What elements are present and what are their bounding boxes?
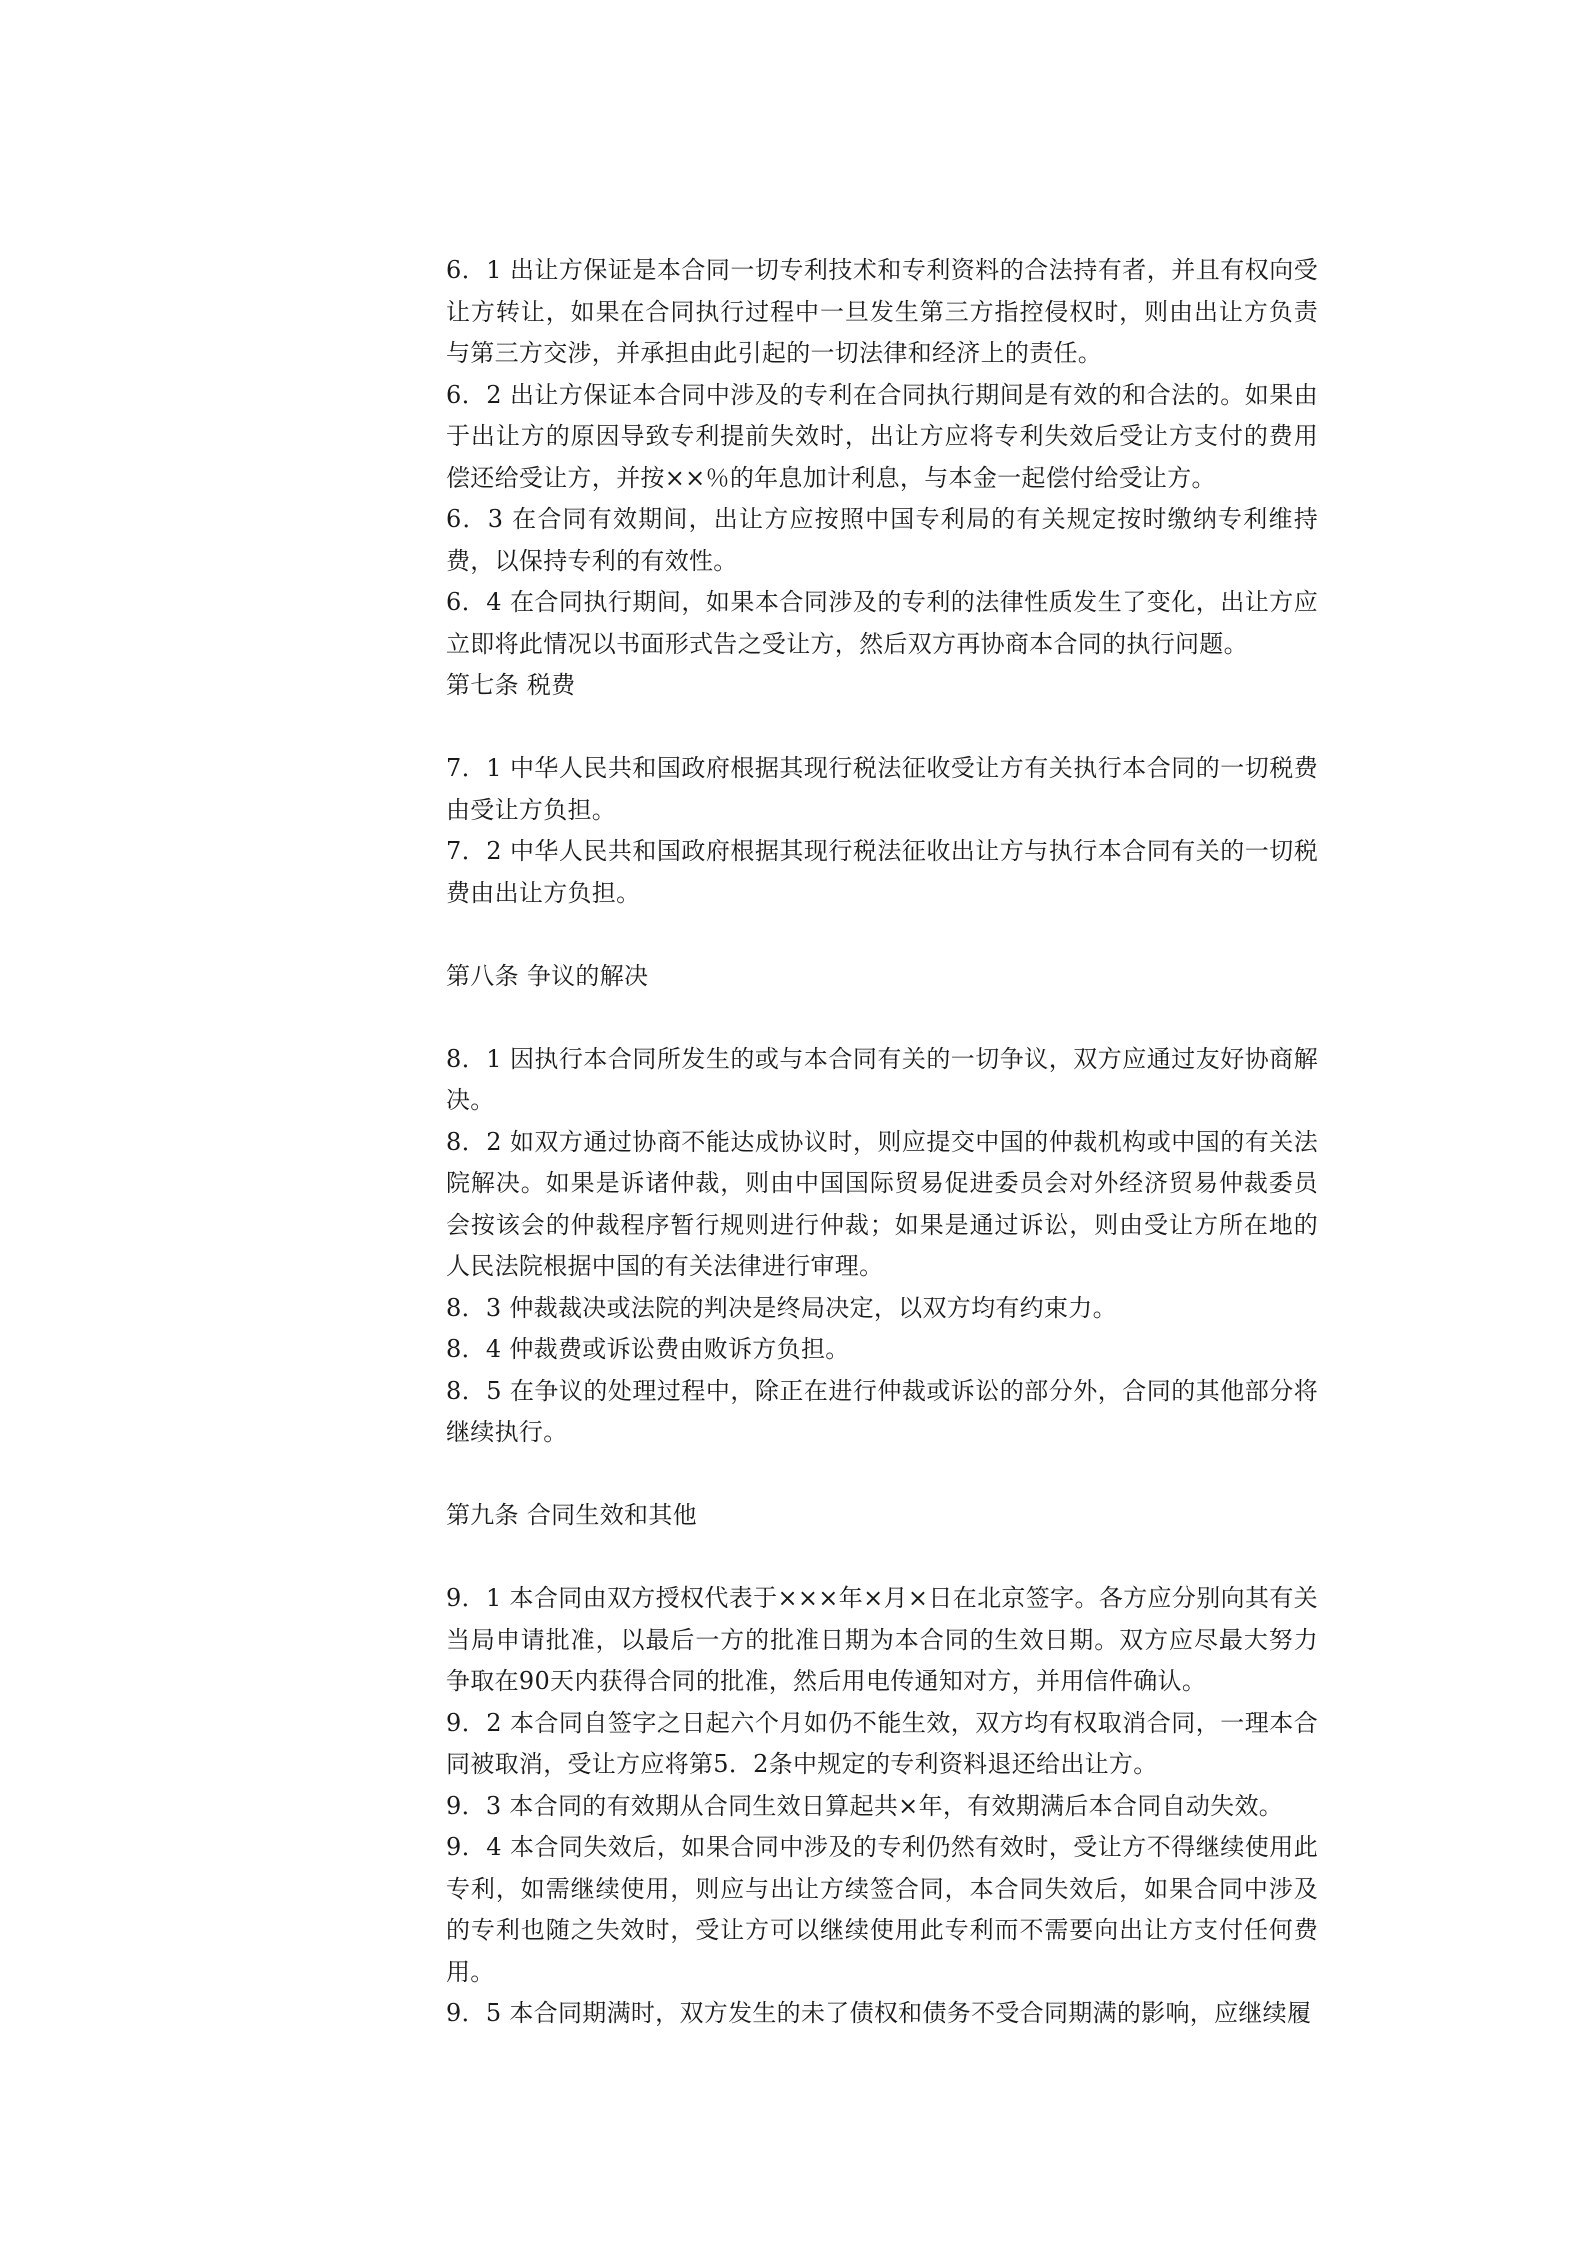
clause-9-2: 9．2 本合同自签字之日起六个月如仍不能生效，双方均有权取消合同，一理本合同被取消，受让方应将第5．2条中规定的专利资料退还给出让方。	[446, 1708, 1318, 1778]
contract-text	[446, 250, 1318, 2035]
article-7-heading: 第七条 税费	[446, 671, 576, 699]
spacer	[446, 707, 1318, 749]
article-8-heading: 第八条 争议的解决	[446, 961, 649, 990]
clause-6-3: 6．3 在合同有效期间，出让方应按照中国专利局的有关规定按时缴纳专利维持费，以保持专利的有效性。	[446, 505, 1318, 575]
clause-8-1: 8．1 因执行本合同所发生的或与本合同有关的一切争议，双方应通过友好协商解决。	[446, 1044, 1318, 1114]
clause-8-3: 8．3 仲裁裁决或法院的判决是终局决定，以双方均有约束力。	[446, 1293, 1117, 1322]
clause-6-2: 6．2 出让方保证本合同中涉及的专利在合同执行期间是有效的和合法的。如果由于出让方的原因导致专利提前失效时，出让方应将专利失效后受让方支付的费用偿还给受让方，并按××％的年息加计利息，与本金一起偿付给受让方。	[446, 380, 1318, 492]
clause-9-1: 9．1 本合同由双方授权代表于×××年×月×日在北京签字。各方应分别向其有关当局申请批准，以最后一方的批准日期为本合同的生效日期。双方应尽最大努力争取在90天内获得合同的批准，然后用电传通知对方，并用信件确认。	[446, 1584, 1318, 1695]
spacer	[446, 1454, 1318, 1496]
clause-6-1: 6．1 出让方保证是本合同一切专利技术和专利资料的合法持有者，并且有权向受让方转让，如果在合同执行过程中一旦发生第三方指控侵权时，则由出让方负责与第三方交涉，并承担由此引起的一切法律和经济上的责任。	[446, 256, 1318, 367]
spacer	[446, 1537, 1318, 1579]
clause-7-2: 7．2 中华人民共和国政府根据其现行税法征收出让方与执行本合同有关的一切税费由出让方负担。	[446, 837, 1318, 907]
clause-6-4: 6．4 在合同执行期间，如果本合同涉及的专利的法律性质发生了变化，出让方应立即将此情况以书面形式告之受让方，然后双方再协商本合同的执行问题。	[446, 588, 1318, 658]
clause-8-2: 8．2 如双方通过协商不能达成协议时，则应提交中国的仲裁机构或中国的有关法院解决。如果是诉诸仲裁，则由中国国际贸易促进委员会对外经济贸易仲裁委员会按该会的仲裁程序暂行规则进行仲裁；如果是通过诉讼，则由受让方所在地的人民法院根据中国的有关法律进行审理。	[446, 1127, 1318, 1280]
spacer	[446, 997, 1318, 1039]
clause-9-4: 9．4 本合同失效后，如果合同中涉及的专利仍然有效时，受让方不得继续使用此专利，如需继续使用，则应与出让方续签合同，本合同失效后，如果合同中涉及的专利也随之失效时，受让方可以继续使用此专利而不需要向出让方支付任何费用。	[446, 1833, 1318, 1986]
clause-9-3: 9．3 本合同的有效期从合同生效日算起共×年，有效期满后本合同自动失效。	[446, 1791, 1284, 1820]
clause-7-1: 7．1 中华人民共和国政府根据其现行税法征收受让方有关执行本合同的一切税费由受让方负担。	[446, 754, 1318, 824]
clause-8-5: 8．5 在争议的处理过程中，除正在进行仲裁或诉讼的部分外，合同的其他部分将继续执行。	[446, 1376, 1318, 1446]
article-9-heading: 第九条 合同生效和其他	[446, 1501, 697, 1529]
spacer	[446, 914, 1318, 956]
clause-9-5: 9．5 本合同期满时，双方发生的未了债权和债务不受合同期满的影响，应继续履	[446, 1999, 1312, 2027]
clause-8-4: 8．4 仲裁费或诉讼费由败诉方负担。	[446, 1335, 850, 1363]
